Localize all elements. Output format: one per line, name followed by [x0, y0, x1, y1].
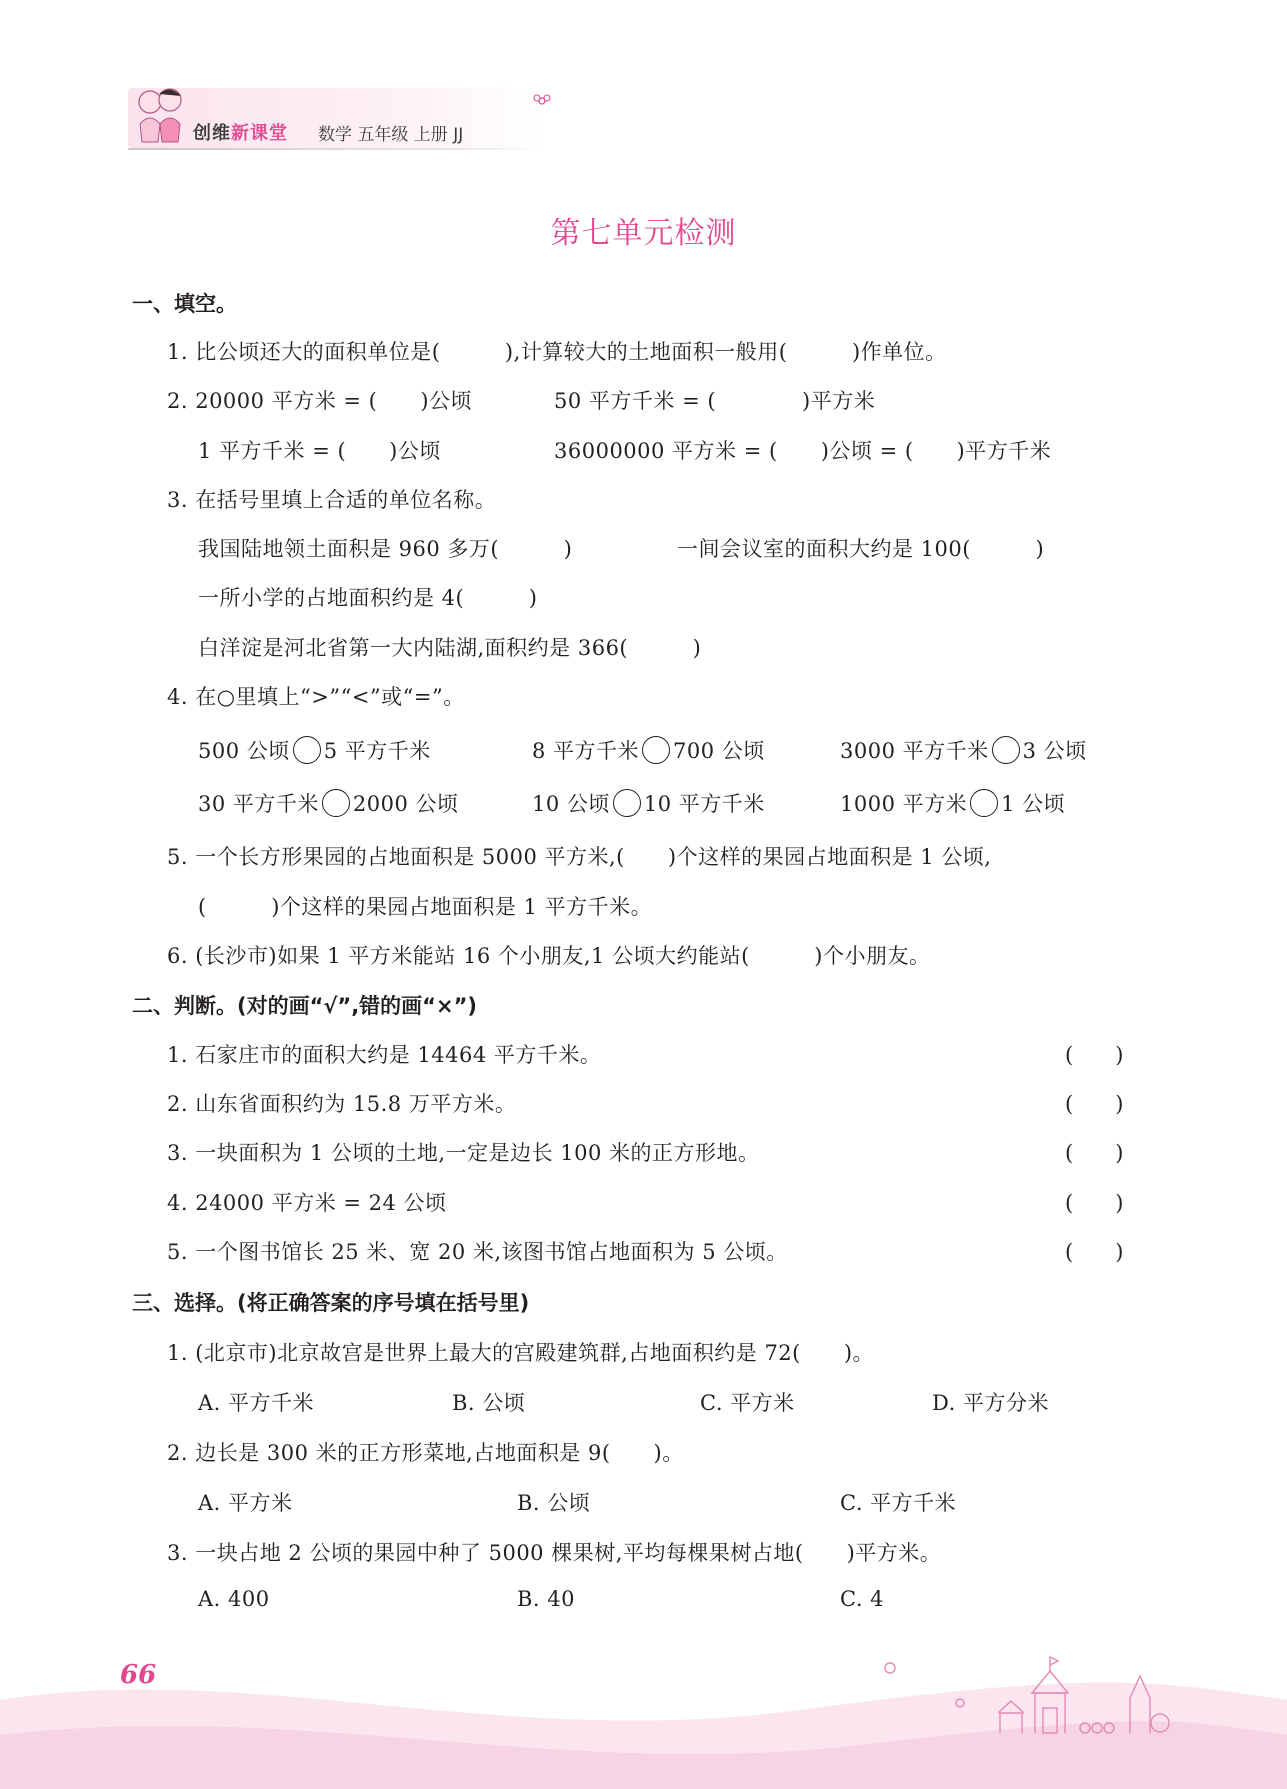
section-heading-fill-blank: 一、填空。	[132, 292, 237, 316]
judge-answer-blank[interactable]: ( )	[1065, 1092, 1124, 1116]
question-1-2b: 50 平方千米 = ( )平方米	[554, 389, 876, 413]
question-1-3: 3. 在括号里填上合适的单位名称。	[167, 488, 497, 512]
page-title: 第七单元检测	[550, 216, 737, 251]
question-1-2d: 36000000 平方米 = ( )公顷 = ( )平方千米	[554, 439, 1052, 463]
judge-item-1: 1. 石家庄市的面积大约是 14464 平方千米。	[167, 1043, 602, 1067]
judge-item-3: 3. 一块面积为 1 公顷的土地,一定是边长 100 米的正方形地。	[167, 1141, 760, 1165]
compare-item: 1000 平方米 1 公顷	[840, 788, 1065, 818]
section-heading-true-false: 二、判断。(对的画“√”,错的画“×”)	[132, 994, 477, 1018]
compare-item: 30 平方千米 2000 公顷	[198, 788, 459, 818]
castle-scene-icon	[860, 1648, 1190, 1738]
question-1-3d: 白洋淀是河北省第一大内陆湖,面积约是 366( )	[198, 636, 702, 660]
question-1-6: 6. (长沙市)如果 1 平方米能站 16 个小朋友,1 公顷大约能站( )个小朋友。	[167, 944, 931, 968]
compare-item: 10 公顷 10 平方千米	[532, 788, 765, 818]
judge-item-2: 2. 山东省面积约为 15.8 万平方米。	[167, 1092, 517, 1116]
question-1-2c: 1 平方千米 = ( )公顷	[198, 439, 441, 463]
choice-option[interactable]: C. 4	[840, 1587, 885, 1611]
flower-icon	[532, 92, 552, 110]
compare-circle[interactable]	[992, 736, 1020, 764]
question-1-3c: 一所小学的占地面积约是 4( )	[198, 586, 538, 610]
book-series: 数学 五年级 上册 JJ	[318, 125, 464, 145]
compare-circle[interactable]	[293, 736, 321, 764]
choice-question-1: 1. (北京市)北京故宫是世界上最大的宫殿建筑群,占地面积约是 72( )。	[167, 1341, 875, 1365]
page-number: 66	[120, 1660, 157, 1690]
brand-name: 创维新课堂	[193, 123, 288, 144]
question-1-3b: 一间会议室的面积大约是 100( )	[677, 537, 1045, 561]
compare-item: 8 平方千米 700 公顷	[532, 735, 765, 765]
question-1-5a: 5. 一个长方形果园的占地面积是 5000 平方米,( )个这样的果园占地面积是 1 公顷,	[167, 845, 992, 869]
question-1-5b: ( )个这样的果园占地面积是 1 平方千米。	[198, 895, 653, 919]
choice-option[interactable]: D. 平方分米	[932, 1391, 1049, 1415]
judge-answer-blank[interactable]: ( )	[1065, 1240, 1124, 1264]
compare-circle[interactable]	[322, 789, 350, 817]
compare-circle[interactable]	[613, 789, 641, 817]
question-1-4: 4. 在○里填上“>”“<”或“=”。	[167, 685, 465, 709]
section-heading-choice: 三、选择。(将正确答案的序号填在括号里)	[132, 1291, 530, 1315]
choice-question-2: 2. 边长是 300 米的正方形菜地,占地面积是 9( )。	[167, 1441, 684, 1465]
judge-answer-blank[interactable]: ( )	[1065, 1141, 1124, 1165]
choice-option[interactable]: A. 400	[198, 1587, 270, 1611]
choice-option[interactable]: B. 40	[517, 1587, 576, 1611]
compare-item: 3000 平方千米 3 公顷	[840, 735, 1087, 765]
judge-item-5: 5. 一个图书馆长 25 米、宽 20 米,该图书馆占地面积为 5 公顷。	[167, 1240, 788, 1264]
choice-option[interactable]: A. 平方千米	[198, 1391, 315, 1415]
choice-option[interactable]: B. 公顷	[452, 1391, 526, 1415]
choice-option[interactable]: B. 公顷	[517, 1491, 591, 1515]
judge-item-4: 4. 24000 平方米 = 24 公顷	[167, 1191, 447, 1215]
compare-circle[interactable]	[970, 789, 998, 817]
compare-circle[interactable]	[642, 736, 670, 764]
question-1-1: 1. 比公顷还大的面积单位是( ),计算较大的土地面积一般用( )作单位。	[167, 340, 947, 364]
choice-option[interactable]: C. 平方米	[700, 1391, 795, 1415]
judge-answer-blank[interactable]: ( )	[1065, 1043, 1124, 1067]
choice-option[interactable]: A. 平方米	[198, 1491, 293, 1515]
choice-question-3: 3. 一块占地 2 公顷的果园中种了 5000 棵果树,平均每棵果树占地( )平方米。	[167, 1541, 942, 1565]
choice-option[interactable]: C. 平方千米	[840, 1491, 957, 1515]
judge-answer-blank[interactable]: ( )	[1065, 1191, 1124, 1215]
cartoon-kids-icon	[128, 80, 192, 150]
question-1-2a: 2. 20000 平方米 = ( )公顷	[167, 389, 473, 413]
question-1-3a: 我国陆地领土面积是 960 多万( )	[198, 537, 573, 561]
compare-item: 500 公顷 5 平方千米	[198, 735, 431, 765]
